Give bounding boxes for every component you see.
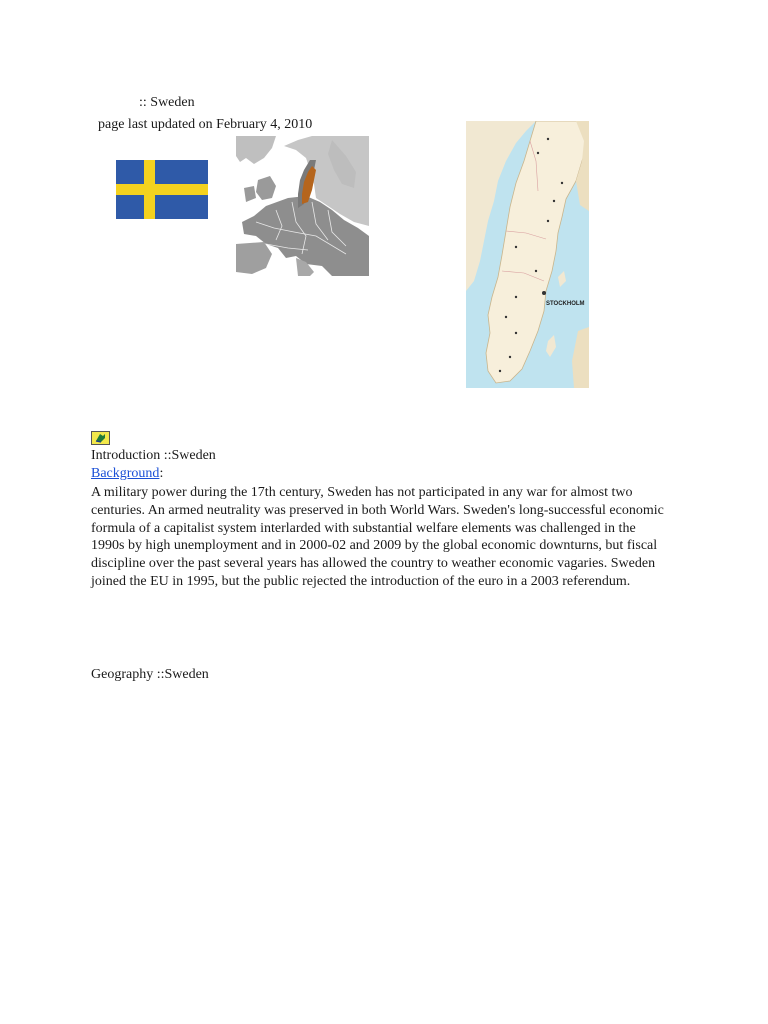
background-link[interactable]: Background <box>91 466 160 481</box>
europe-locator-map <box>236 136 369 276</box>
sweden-flag-image <box>116 160 208 219</box>
sweden-country-map <box>466 121 589 388</box>
map-capital-label: STOCKHOLM <box>546 301 585 307</box>
background-colon: : <box>159 466 164 481</box>
last-updated-text: page last updated on February 4, 2010 <box>98 117 313 132</box>
background-label-line <box>91 466 163 482</box>
introduction-heading: Introduction ::Sweden <box>91 448 216 463</box>
page-title: :: Sweden <box>139 95 195 110</box>
geography-heading: Geography ::Sweden <box>91 667 209 682</box>
background-paragraph: A military power during the 17th century, Sweden has not participated in any war for almost two centuries. An armed neutrality was preserved in both World Wars. Sweden's long-successful economic formula of a capitalist system interlarded with substantial welfare elements was challenged in the 1990s by high unemployment and in 2000-02 and 2009 by the global economic downturns, but fiscal discipline over the past several years has allowed the country to weather economic vagaries. Sweden joined the EU in 1995, but the public rejected the introduction of the euro in a 2003 referendum. <box>91 485 664 589</box>
book-icon[interactable] <box>91 431 110 445</box>
